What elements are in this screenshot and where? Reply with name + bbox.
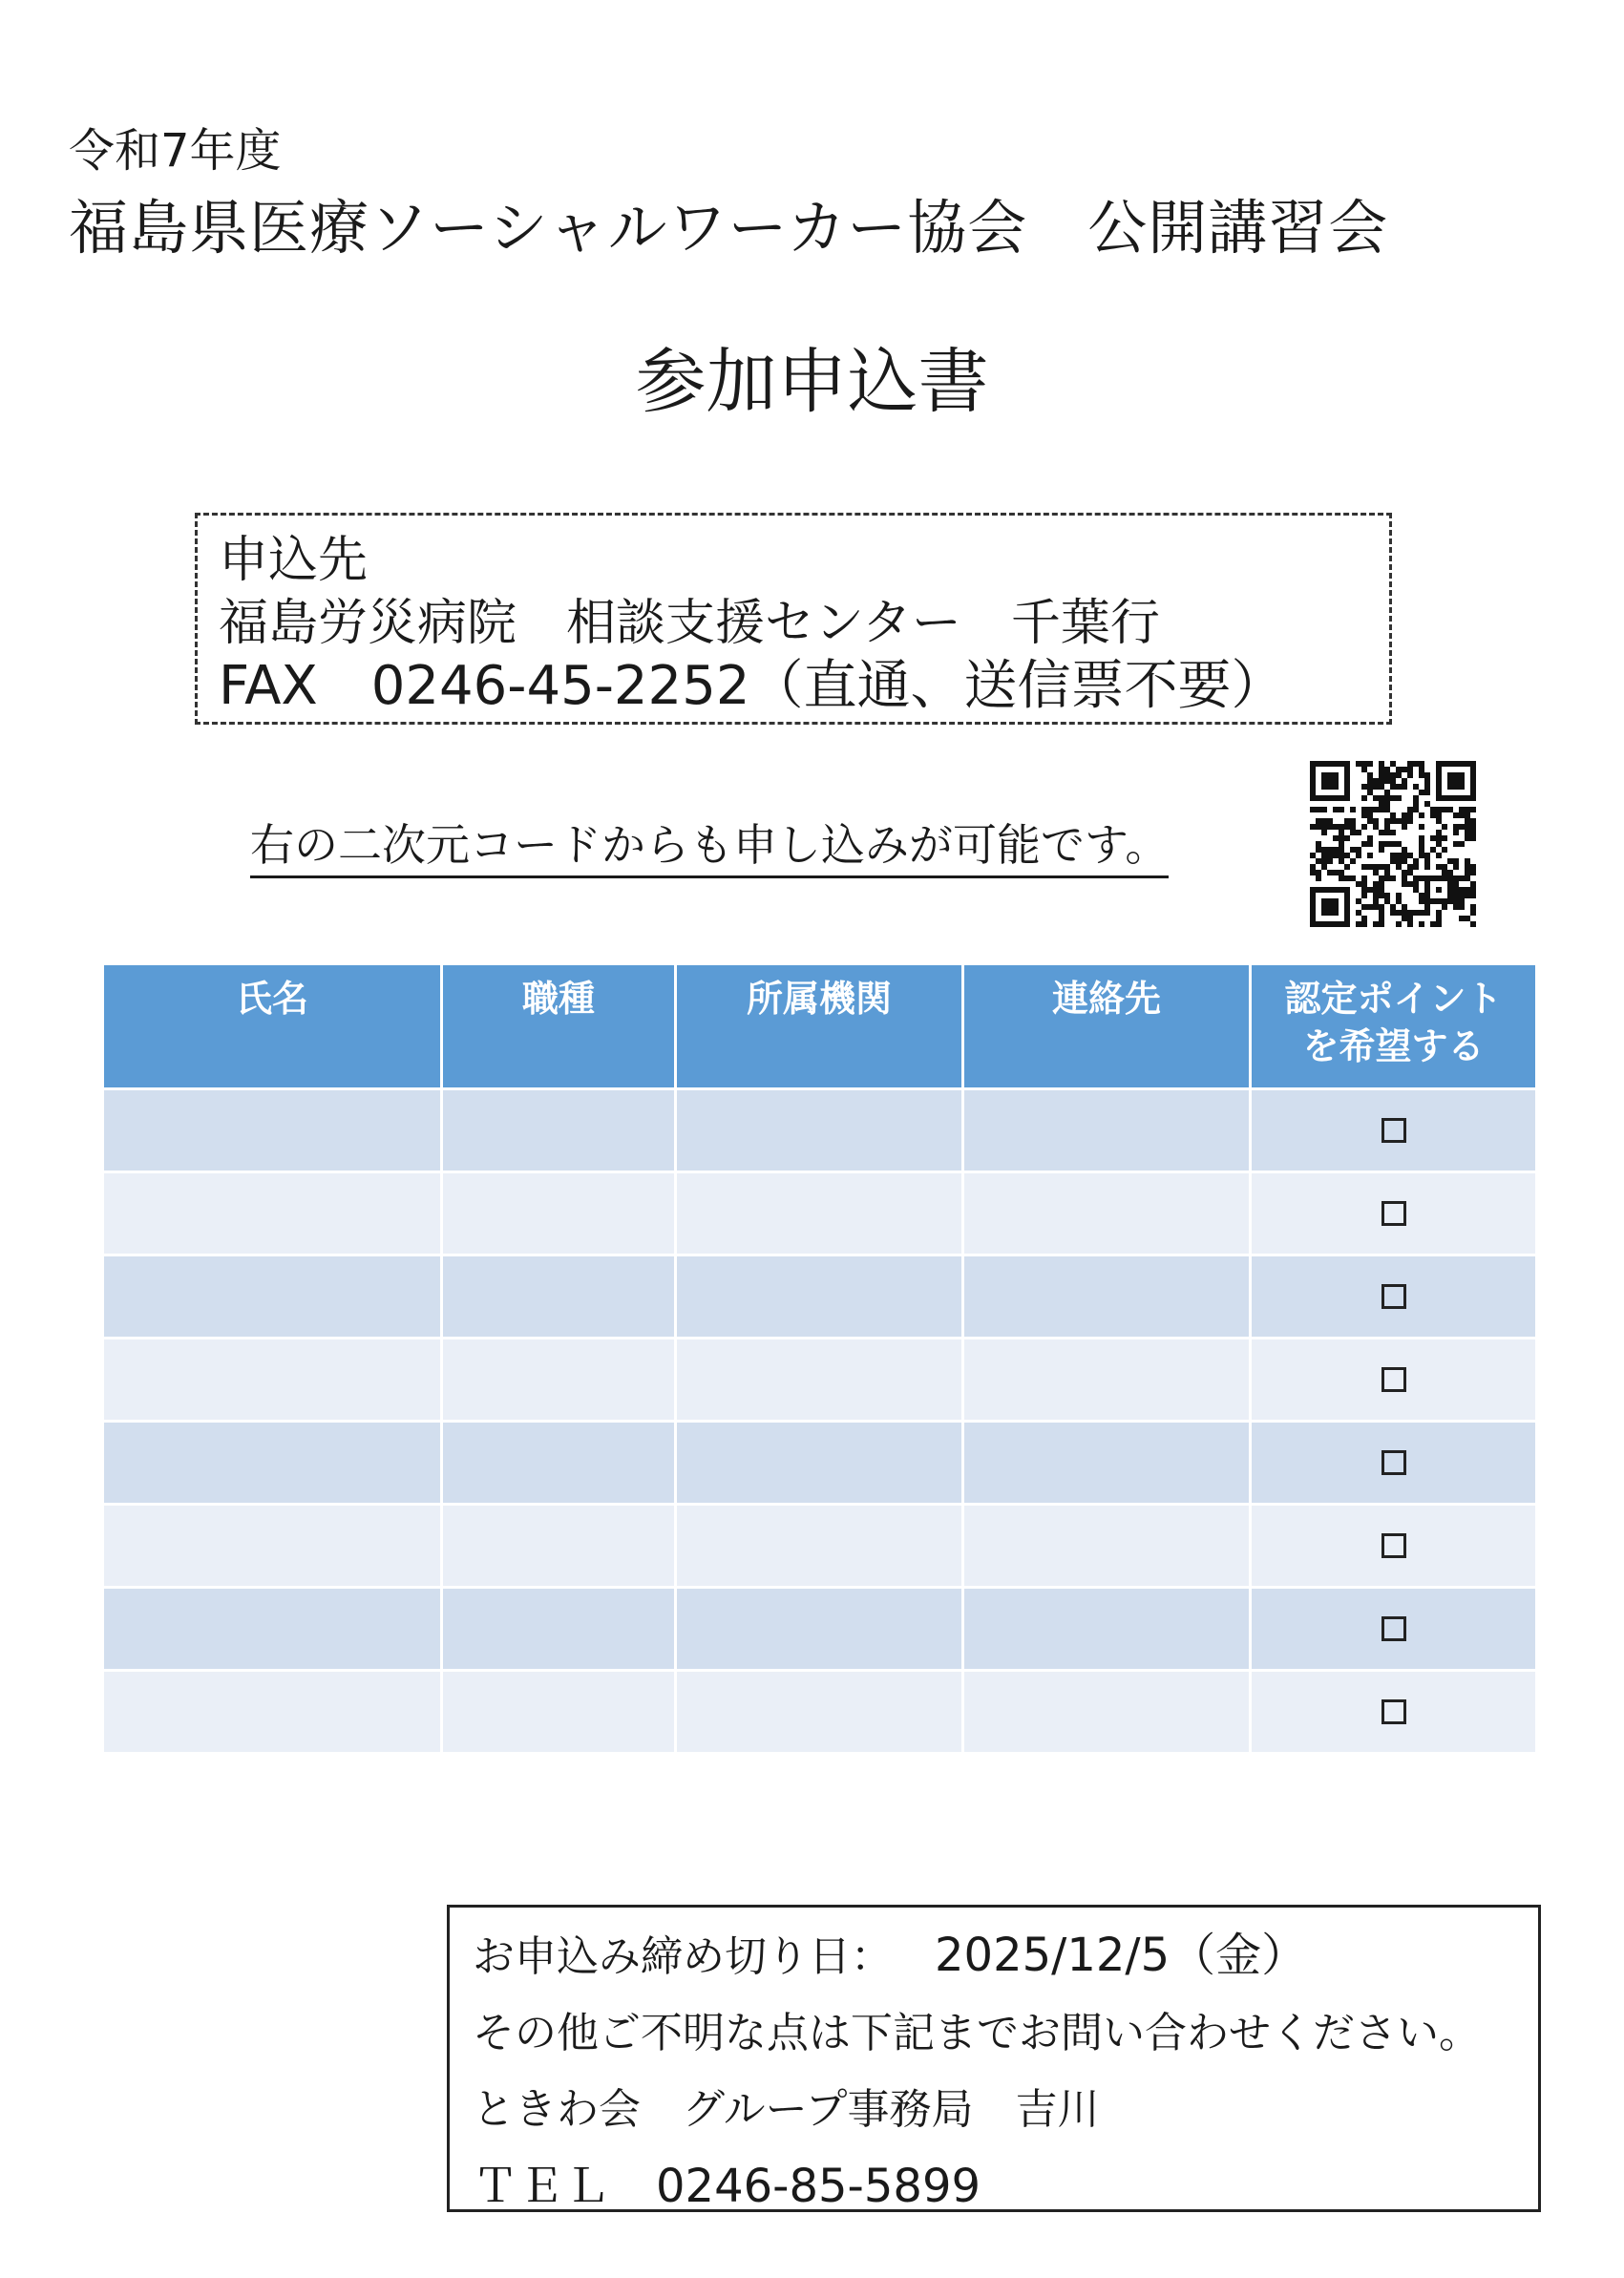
form-title: 参加申込書 — [635, 341, 989, 423]
contact-cell[interactable] — [964, 1589, 1249, 1669]
occupation-cell[interactable] — [443, 1090, 674, 1171]
table-header-row — [104, 965, 1535, 1087]
table-row — [104, 1672, 1535, 1752]
certification-checkbox[interactable] — [1381, 1367, 1406, 1392]
header-certification-points: 認定ポイント を希望する — [1252, 965, 1535, 1087]
name-cell[interactable] — [104, 1339, 440, 1420]
contact-box — [447, 1905, 1541, 2212]
name-cell[interactable] — [104, 1256, 440, 1337]
certification-checkbox[interactable] — [1381, 1284, 1406, 1309]
affiliation-cell[interactable] — [677, 1672, 961, 1752]
certification-checkbox-cell — [1252, 1173, 1535, 1254]
deadline-label: お申込み締め切り日： — [473, 1932, 893, 1981]
event-title: 福島県医療ソーシャルワーカー協会 公開講習会 — [69, 193, 1389, 263]
certification-checkbox[interactable] — [1381, 1201, 1406, 1226]
certification-checkbox[interactable] — [1381, 1616, 1406, 1641]
name-cell[interactable] — [104, 1423, 440, 1503]
office-tel — [473, 2148, 1538, 2226]
occupation-cell[interactable] — [443, 1589, 674, 1669]
contact-cell[interactable] — [964, 1339, 1249, 1420]
name-cell[interactable] — [104, 1506, 440, 1586]
contact-cell[interactable] — [964, 1256, 1249, 1337]
certification-checkbox-cell — [1252, 1506, 1535, 1586]
contact-cell[interactable] — [964, 1672, 1249, 1752]
occupation-cell[interactable] — [443, 1423, 674, 1503]
contact-cell[interactable] — [964, 1090, 1249, 1171]
table-row — [104, 1423, 1535, 1503]
certification-checkbox-cell — [1252, 1339, 1535, 1420]
certification-checkbox[interactable] — [1381, 1533, 1406, 1558]
header-name: 氏名 — [104, 965, 440, 1087]
header-contact: 連絡先 — [964, 965, 1249, 1087]
deadline-value: 2025/12/5（金） — [935, 1929, 1308, 1982]
header-occupation: 職種 — [443, 965, 674, 1087]
affiliation-cell[interactable] — [677, 1339, 961, 1420]
inquiry-text: その他ご不明な点は下記までお問い合わせください。 — [473, 2009, 1481, 2057]
office-name: ときわ会 グループ事務局 吉川 — [473, 2085, 1100, 2134]
certification-checkbox[interactable] — [1381, 1118, 1406, 1143]
affiliation-cell[interactable] — [677, 1090, 961, 1171]
table-row — [104, 1173, 1535, 1254]
certification-checkbox-cell — [1252, 1423, 1535, 1503]
certification-checkbox-cell — [1252, 1672, 1535, 1752]
affiliation-cell[interactable] — [677, 1589, 961, 1669]
contact-cell[interactable] — [964, 1423, 1249, 1503]
affiliation-cell[interactable] — [677, 1173, 961, 1254]
certification-checkbox[interactable] — [1381, 1699, 1406, 1724]
name-cell[interactable] — [104, 1589, 440, 1669]
destination-label: 申込先 — [219, 532, 369, 589]
name-cell[interactable] — [104, 1090, 440, 1171]
affiliation-cell[interactable] — [677, 1256, 961, 1337]
table-body — [104, 1090, 1535, 1752]
destination-fax: FAX 0246-45-2252（直通、送信票不要） — [219, 655, 1285, 717]
affiliation-cell[interactable] — [677, 1506, 961, 1586]
table-row — [104, 1506, 1535, 1586]
tel-value: ＴＥＬ 0246-85-5899 — [473, 2160, 981, 2213]
table-row — [104, 1256, 1535, 1337]
occupation-cell[interactable] — [443, 1672, 674, 1752]
table-row — [104, 1589, 1535, 1669]
qr-code-icon[interactable] — [1310, 761, 1476, 927]
contact-cell[interactable] — [964, 1506, 1249, 1586]
certification-checkbox-cell — [1252, 1090, 1535, 1171]
certification-checkbox-cell — [1252, 1589, 1535, 1669]
table-row — [104, 1090, 1535, 1171]
deadline-line — [473, 1917, 1538, 1995]
contact-cell[interactable] — [964, 1173, 1249, 1254]
occupation-cell[interactable] — [443, 1506, 674, 1586]
destination-recipient: 福島労災病院 相談支援センター 千葉行 — [219, 595, 1160, 652]
header-affiliation: 所属機関 — [677, 965, 961, 1087]
participant-table — [101, 962, 1538, 1755]
occupation-cell[interactable] — [443, 1256, 674, 1337]
qr-note: 右の二次元コードからも申し込みが可能です。 — [250, 816, 1169, 878]
name-cell[interactable] — [104, 1173, 440, 1254]
occupation-cell[interactable] — [443, 1339, 674, 1420]
certification-checkbox-cell — [1252, 1256, 1535, 1337]
fiscal-year: 令和7年度 — [69, 124, 282, 178]
destination-box — [195, 513, 1392, 725]
affiliation-cell[interactable] — [677, 1423, 961, 1503]
occupation-cell[interactable] — [443, 1173, 674, 1254]
certification-checkbox[interactable] — [1381, 1450, 1406, 1475]
table-row — [104, 1339, 1535, 1420]
name-cell[interactable] — [104, 1672, 440, 1752]
